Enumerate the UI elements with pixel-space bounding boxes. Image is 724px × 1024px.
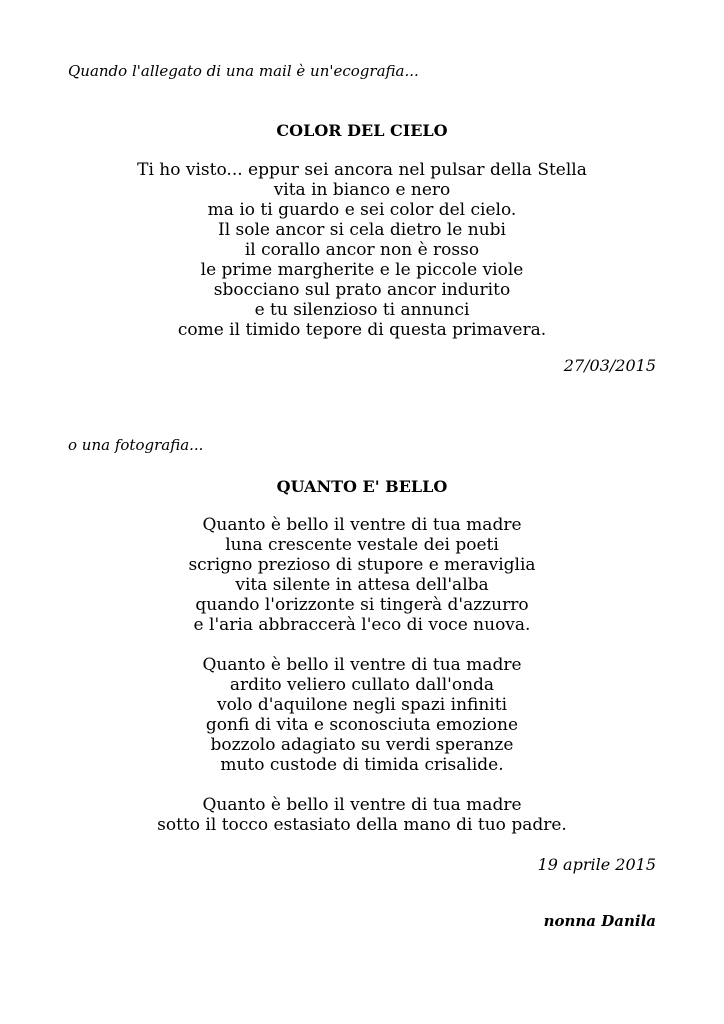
poem-line: il corallo ancor non è rosso — [244, 240, 480, 260]
intro-fotografia: o una fotografia... — [68, 436, 204, 454]
poem2-stanza-2 — [0, 655, 724, 775]
poem-line: sbocciano sul prato ancor indurito — [213, 280, 511, 300]
poem-line: come il timido tepore di questa primavera. — [177, 320, 547, 340]
poem-line: vita in bianco e nero — [273, 180, 451, 200]
poem2-stanza-3 — [0, 795, 724, 835]
poem-line: e tu silenzioso ti annunci — [254, 300, 470, 320]
poem-line: sotto il tocco estasiato della mano di tuo padre. — [157, 815, 567, 835]
poem-line: scrigno prezioso di stupore e meraviglia — [188, 555, 536, 575]
poem-line: Quanto è bello il ventre di tua madre — [202, 655, 522, 675]
poem-line: volo d'aquilone negli spazi infiniti — [216, 695, 508, 715]
poem-line: Il sole ancor si cela dietro le nubi — [217, 220, 506, 240]
poem2-date: 19 aprile 2015 — [537, 855, 656, 874]
poem-line: ma io ti guardo e sei color del cielo. — [207, 200, 517, 220]
poem-line: Quanto è bello il ventre di tua madre — [202, 515, 522, 535]
poem-line: luna crescente vestale dei poeti — [225, 535, 499, 555]
poem-line: le prime margherite e le piccole viole — [200, 260, 524, 280]
poem-line: Ti ho visto... eppur sei ancora nel pulsar della Stella — [137, 160, 587, 180]
poem-line: e l'aria abbraccerà l'eco di voce nuova. — [193, 615, 531, 635]
poem2-title: QUANTO E' BELLO — [276, 477, 448, 496]
poem-line: ardito veliero cullato dall'onda — [229, 675, 495, 695]
poem-line: vita silente in attesa dell'alba — [235, 575, 489, 595]
signature: nonna Danila — [543, 912, 656, 930]
poem-line: Quanto è bello il ventre di tua madre — [202, 795, 522, 815]
intro-ecografia: Quando l'allegato di una mail è un'ecografia... — [68, 62, 419, 80]
poem1-title: COLOR DEL CIELO — [276, 121, 448, 140]
poem1-date: 27/03/2015 — [563, 356, 656, 375]
poem1-stanza — [0, 160, 724, 340]
poem-line: quando l'orizzonte si tingerà d'azzurro — [195, 595, 529, 615]
poem-line: bozzolo adagiato su verdi speranze — [210, 735, 514, 755]
poem-line: muto custode di timida crisalide. — [220, 755, 504, 775]
poem-line: gonfi di vita e sconosciuta emozione — [205, 715, 519, 735]
poem2-stanza-1 — [0, 515, 724, 635]
